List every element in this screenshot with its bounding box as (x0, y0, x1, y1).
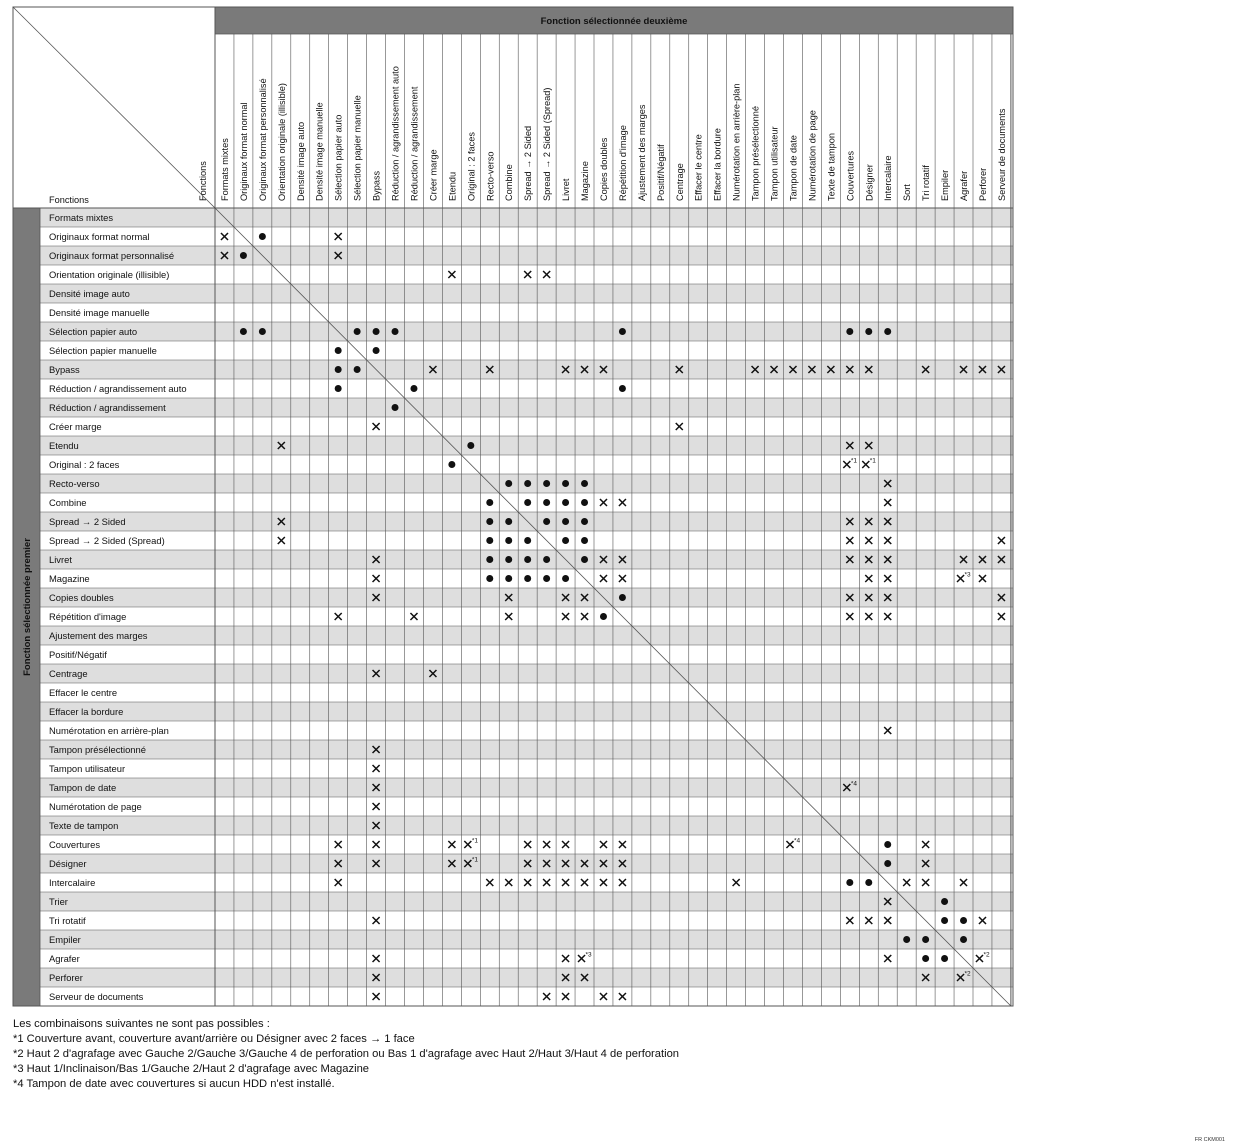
allowed-dot-icon (581, 537, 588, 544)
not-possible-cross-icon (885, 728, 891, 734)
row-label: Recto-verso (49, 478, 100, 489)
not-possible-cross-icon (866, 576, 872, 582)
not-possible-cross-icon (465, 842, 471, 848)
allowed-dot-icon (354, 328, 361, 335)
allowed-dot-icon (960, 917, 967, 924)
not-possible-cross-icon (506, 614, 512, 620)
allowed-dot-icon (240, 328, 247, 335)
column-header: Tampon de date (788, 135, 799, 201)
column-header: Orientation originale (illisible) (276, 83, 287, 201)
row-stripe (40, 740, 1013, 759)
column-header: Numérotation de page (807, 110, 818, 201)
allowed-dot-icon (562, 518, 569, 525)
not-possible-cross-icon (373, 766, 379, 772)
not-possible-cross-icon (506, 880, 512, 886)
allowed-dot-icon (562, 575, 569, 582)
allowed-dot-icon (543, 575, 550, 582)
not-possible-cross-icon (676, 424, 682, 430)
not-possible-cross-icon (335, 880, 341, 886)
allowed-dot-icon (392, 328, 399, 335)
not-possible-cross-icon (863, 462, 869, 468)
allowed-dot-icon (562, 499, 569, 506)
allowed-dot-icon (505, 556, 512, 563)
row-stripe (40, 246, 1013, 265)
footnote-ref: *2 (983, 951, 990, 959)
row-label: Numérotation en arrière-plan (49, 725, 169, 736)
not-possible-cross-icon (335, 842, 341, 848)
not-possible-cross-icon (600, 842, 606, 848)
row-label: Spread → 2 Sided (49, 516, 126, 527)
row-label: Numérotation de page (49, 801, 142, 812)
row-label: Tri rotatif (49, 915, 86, 926)
column-header: Serveur de documents (996, 108, 1007, 201)
not-possible-cross-icon (563, 614, 569, 620)
allowed-dot-icon (543, 556, 550, 563)
allowed-dot-icon (486, 518, 493, 525)
column-header: Formats mixtes (219, 138, 230, 201)
not-possible-cross-icon (563, 842, 569, 848)
row-stripe (40, 816, 1013, 835)
column-header: Répétition d'image (617, 125, 628, 201)
column-header: Densité image auto (295, 121, 306, 201)
allowed-dot-icon (259, 233, 266, 240)
row-label: Tampon de date (49, 782, 117, 793)
not-possible-cross-icon (866, 538, 872, 544)
allowed-dot-icon (335, 347, 342, 354)
allowed-dot-icon (884, 860, 891, 867)
note-2: *2 Haut 2 d'agrafage avec Gauche 2/Gauche 3/Gauche 4 de perforation ou Bas 1 d'agrafage avec Haut 2/Haut 3/Haut 4 de perforation (13, 1048, 680, 1060)
not-possible-cross-icon (544, 272, 550, 278)
allowed-dot-icon (486, 575, 493, 582)
not-possible-cross-icon (998, 614, 1004, 620)
column-header: Perforer (977, 167, 988, 201)
not-possible-cross-icon (885, 956, 891, 962)
allowed-dot-icon (467, 442, 474, 449)
allowed-dot-icon (354, 366, 361, 373)
column-header: Créer marge (428, 149, 439, 201)
column-header: Magazine (580, 161, 591, 201)
note-1: *1 Couverture avant, couverture avant/arrière ou Désigner avec 2 faces → 1 face (13, 1033, 415, 1045)
not-possible-cross-icon (885, 500, 891, 506)
not-possible-cross-icon (619, 576, 625, 582)
not-possible-cross-icon (885, 576, 891, 582)
not-possible-cross-icon (582, 614, 588, 620)
note-3: *3 Haut 1/Inclinaison/Bas 1/Gauche 2/Haut 2 d'agrafage avec Magazine (13, 1063, 370, 1075)
footnote-ref: *4 (850, 780, 857, 788)
allowed-dot-icon (524, 480, 531, 487)
not-possible-cross-icon (544, 842, 550, 848)
row-label: Perforer (49, 972, 83, 983)
column-header: Original : 2 faces (466, 132, 477, 201)
column-header: Intercalaire (883, 155, 894, 201)
allowed-dot-icon (903, 936, 910, 943)
allowed-dot-icon (846, 328, 853, 335)
not-possible-cross-icon (600, 994, 606, 1000)
column-header: Centrage (674, 163, 685, 201)
row-label: Agrafer (49, 953, 80, 964)
not-possible-cross-icon (904, 880, 910, 886)
row-stripe (40, 512, 1013, 531)
row-label: Positif/Négatif (49, 649, 107, 660)
allowed-dot-icon (543, 480, 550, 487)
row-label: Original : 2 faces (49, 459, 120, 470)
row-stripe (40, 664, 1013, 683)
allowed-dot-icon (865, 879, 872, 886)
corner-label-rows: Fonctions (49, 195, 89, 205)
allowed-dot-icon (486, 537, 493, 544)
not-possible-cross-icon (923, 880, 929, 886)
row-label: Intercalaire (49, 877, 96, 888)
column-header: Densité image manuelle (314, 102, 325, 201)
row-stripe (40, 436, 1013, 455)
row-label: Ajustement des marges (49, 630, 148, 641)
row-label: Livret (49, 554, 72, 565)
row-label: Densité image manuelle (49, 307, 150, 318)
allowed-dot-icon (600, 613, 607, 620)
allowed-dot-icon (505, 518, 512, 525)
allowed-dot-icon (335, 366, 342, 373)
column-header: Effacer le centre (693, 134, 704, 201)
not-possible-cross-icon (373, 994, 379, 1000)
row-label: Orientation originale (illisible) (49, 269, 170, 280)
header-first-function: Fonction sélectionnée premier (22, 538, 33, 676)
row-label: Tampon utilisateur (49, 763, 126, 774)
column-header: Couvertures (845, 150, 856, 201)
footnote-ref: *3 (964, 571, 971, 579)
footnote-ref: *2 (964, 970, 971, 978)
row-label: Serveur de documents (49, 991, 144, 1002)
row-label: Spread → 2 Sided (Spread) (49, 535, 165, 546)
not-possible-cross-icon (544, 880, 550, 886)
row-stripe (40, 702, 1013, 721)
allowed-dot-icon (543, 518, 550, 525)
row-label: Sélection papier auto (49, 326, 138, 337)
allowed-dot-icon (562, 537, 569, 544)
row-label: Sélection papier manuelle (49, 345, 157, 356)
notes-intro: Les combinaisons suivantes ne sont pas possibles : (13, 1018, 270, 1030)
not-possible-cross-icon (847, 614, 853, 620)
not-possible-cross-icon (619, 880, 625, 886)
not-possible-cross-icon (976, 956, 982, 962)
not-possible-cross-icon (525, 880, 531, 886)
column-header: Agrafer (959, 170, 970, 201)
column-header: Ajustement des marges (636, 104, 647, 201)
not-possible-cross-icon (544, 994, 550, 1000)
column-header: Livret (561, 178, 572, 201)
footnote-ref: *4 (793, 837, 801, 845)
row-label: Réduction / agrandissement auto (49, 383, 187, 394)
not-possible-cross-icon (278, 538, 284, 544)
column-header: Tampon utilisateur (769, 126, 780, 201)
allowed-dot-icon (922, 955, 929, 962)
not-possible-cross-icon (563, 956, 569, 962)
column-header: Sélection papier manuelle (352, 95, 363, 201)
footnote-ref: *3 (585, 951, 592, 959)
row-stripe (40, 398, 1013, 417)
allowed-dot-icon (581, 499, 588, 506)
allowed-dot-icon (581, 480, 588, 487)
column-header: Sélection papier auto (333, 114, 344, 201)
row-label: Centrage (49, 668, 88, 679)
row-label: Empiler (49, 934, 81, 945)
row-label: Répétition d'image (49, 611, 127, 622)
allowed-dot-icon (941, 917, 948, 924)
not-possible-cross-icon (979, 576, 985, 582)
note-4: *4 Tampon de date avec couvertures si aucun HDD n'est installé. (13, 1078, 335, 1090)
row-label: Effacer le centre (49, 687, 118, 698)
allowed-dot-icon (410, 385, 417, 392)
allowed-dot-icon (941, 955, 948, 962)
not-possible-cross-icon (979, 918, 985, 924)
not-possible-cross-icon (335, 234, 341, 240)
not-possible-cross-icon (600, 500, 606, 506)
not-possible-cross-icon (923, 842, 929, 848)
not-possible-cross-icon (619, 842, 625, 848)
not-possible-cross-icon (335, 614, 341, 620)
row-label: Effacer la bordure (49, 706, 124, 717)
footnote-ref: *1 (471, 856, 478, 864)
column-header: Originaux format personnalisé (257, 78, 268, 201)
column-header: Positif/Négatif (655, 144, 666, 201)
column-header: Etendu (447, 171, 458, 201)
not-possible-cross-icon (525, 842, 531, 848)
column-header: Effacer la bordure (712, 128, 723, 201)
column-header: Réduction / agrandissement (409, 86, 420, 201)
not-possible-cross-icon (373, 424, 379, 430)
row-label: Densité image auto (49, 288, 130, 299)
row-label: Originaux format normal (49, 231, 150, 242)
not-possible-cross-icon (844, 462, 850, 468)
allowed-dot-icon (922, 936, 929, 943)
not-possible-cross-icon (487, 880, 493, 886)
allowed-dot-icon (259, 328, 266, 335)
allowed-dot-icon (884, 841, 891, 848)
not-possible-cross-icon (958, 576, 964, 582)
column-header: Tampon présélectionné (750, 106, 761, 201)
not-possible-cross-icon (866, 614, 872, 620)
not-possible-cross-icon (885, 918, 891, 924)
footnote-ref: *1 (471, 837, 478, 845)
row-label: Tampon présélectionné (49, 744, 146, 755)
row-label: Etendu (49, 440, 79, 451)
allowed-dot-icon (543, 499, 550, 506)
not-possible-cross-icon (411, 614, 417, 620)
row-label: Texte de tampon (49, 820, 119, 831)
row-stripe (40, 968, 1013, 987)
footnote-ref: *1 (850, 457, 857, 465)
row-stripe (40, 208, 1013, 227)
not-possible-cross-icon (619, 994, 625, 1000)
row-label: Copies doubles (49, 592, 114, 603)
column-header: Sort (902, 184, 913, 201)
row-stripe (40, 778, 1013, 797)
not-possible-cross-icon (885, 538, 891, 544)
allowed-dot-icon (619, 594, 626, 601)
column-header: Bypass (371, 170, 382, 201)
not-possible-cross-icon (619, 500, 625, 506)
allowed-dot-icon (486, 499, 493, 506)
row-label: Magazine (49, 573, 90, 584)
allowed-dot-icon (619, 385, 626, 392)
not-possible-cross-icon (600, 576, 606, 582)
not-possible-cross-icon (373, 576, 379, 582)
column-header: Désigner (864, 164, 875, 201)
not-possible-cross-icon (563, 994, 569, 1000)
allowed-dot-icon (505, 575, 512, 582)
column-header: Numérotation en arrière-plan (731, 83, 742, 201)
allowed-dot-icon (486, 556, 493, 563)
allowed-dot-icon (581, 556, 588, 563)
column-header: Spread → 2 Sided (Spread) (542, 87, 553, 201)
not-possible-cross-icon (733, 880, 739, 886)
allowed-dot-icon (960, 936, 967, 943)
allowed-dot-icon (448, 461, 455, 468)
header-second-function: Fonction sélectionnée deuxième (540, 16, 688, 27)
row-label: Bypass (49, 364, 80, 375)
allowed-dot-icon (524, 499, 531, 506)
row-label: Réduction / agrandissement (49, 402, 166, 413)
corner-label-columns: Fonctions (198, 161, 208, 201)
column-header: Réduction / agrandissement auto (390, 66, 401, 201)
row-label: Créer marge (49, 421, 102, 432)
allowed-dot-icon (581, 518, 588, 525)
not-possible-cross-icon (847, 918, 853, 924)
allowed-dot-icon (884, 328, 891, 335)
row-stripe (40, 588, 1013, 607)
row-stripe (40, 360, 1013, 379)
not-possible-cross-icon (373, 842, 379, 848)
allowed-dot-icon (335, 385, 342, 392)
row-stripe (40, 930, 1013, 949)
not-possible-cross-icon (579, 956, 585, 962)
column-header: Recto-verso (485, 151, 496, 201)
allowed-dot-icon (524, 537, 531, 544)
not-possible-cross-icon (998, 538, 1004, 544)
column-header: Combine (504, 164, 515, 201)
allowed-dot-icon (392, 404, 399, 411)
not-possible-cross-icon (787, 842, 793, 848)
row-stripe (40, 626, 1013, 645)
not-possible-cross-icon (563, 880, 569, 886)
allowed-dot-icon (240, 252, 247, 259)
allowed-dot-icon (562, 480, 569, 487)
allowed-dot-icon (524, 575, 531, 582)
row-label: Originaux format personnalisé (49, 250, 175, 261)
not-possible-cross-icon (373, 918, 379, 924)
column-header: Tri rotatif (921, 165, 932, 201)
row-label: Trier (49, 896, 68, 907)
notes-block (13, 1017, 1013, 1092)
column-header: Copies doubles (598, 137, 609, 201)
column-header: Empiler (940, 169, 951, 201)
not-possible-cross-icon (961, 880, 967, 886)
allowed-dot-icon (373, 328, 380, 335)
not-possible-cross-icon (525, 272, 531, 278)
not-possible-cross-icon (373, 956, 379, 962)
column-header: Texte de tampon (826, 133, 837, 201)
corner-diagonal (13, 7, 215, 208)
not-possible-cross-icon (600, 880, 606, 886)
allowed-dot-icon (619, 328, 626, 335)
not-possible-cross-icon (847, 538, 853, 544)
not-possible-cross-icon (449, 272, 455, 278)
allowed-dot-icon (941, 898, 948, 905)
not-possible-cross-icon (866, 918, 872, 924)
not-possible-cross-icon (885, 614, 891, 620)
row-label: Désigner (49, 858, 87, 869)
column-header: Originaux format normal (238, 102, 249, 201)
row-stripe (40, 854, 1013, 873)
image-code: FR CKM001 (1194, 1137, 1225, 1143)
not-possible-cross-icon (449, 842, 455, 848)
footnote-ref: *1 (869, 457, 876, 465)
allowed-dot-icon (505, 480, 512, 487)
not-possible-cross-icon (221, 234, 227, 240)
row-stripe (40, 284, 1013, 303)
allowed-dot-icon (846, 879, 853, 886)
allowed-dot-icon (524, 556, 531, 563)
not-possible-cross-icon (582, 880, 588, 886)
allowed-dot-icon (865, 328, 872, 335)
row-label: Couvertures (49, 839, 101, 850)
row-stripe (40, 892, 1013, 911)
not-possible-cross-icon (373, 804, 379, 810)
row-label: Formats mixtes (49, 212, 114, 223)
row-label: Combine (49, 497, 87, 508)
column-header: Spread → 2 Sided (523, 125, 534, 201)
allowed-dot-icon (373, 347, 380, 354)
allowed-dot-icon (505, 537, 512, 544)
